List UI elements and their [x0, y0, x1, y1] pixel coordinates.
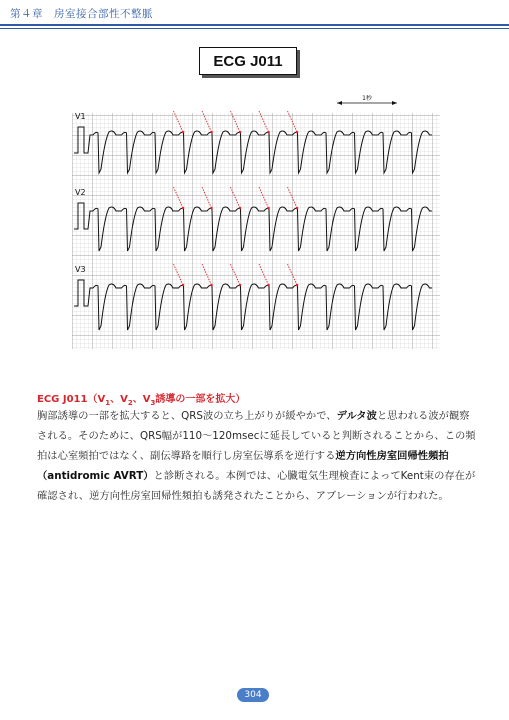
delta-wave-dot: [239, 284, 242, 287]
page-number: 304: [237, 688, 269, 702]
delta-wave-dot: [210, 207, 213, 210]
delta-wave-dot: [239, 131, 242, 134]
lead-label-v3: V3: [75, 265, 86, 274]
ecg-label: ECG J011: [213, 52, 283, 70]
delta-wave-dot: [210, 284, 213, 287]
chapter-header: [0, 0, 509, 30]
delta-wave-dot: [182, 131, 185, 134]
delta-wave-dot: [210, 131, 213, 134]
header-rule: [0, 24, 509, 26]
scale-label: 1秒: [362, 95, 372, 102]
scale-bar: [337, 95, 397, 105]
chapter-title: 第４章 房室接合部性不整脈: [10, 8, 153, 20]
delta-wave-dot: [182, 284, 185, 287]
avrt-term: 逆方向性房室回帰性頻拍（antidromic AVRT）: [37, 450, 449, 482]
lead-label-v1: V1: [75, 112, 86, 121]
delta-wave-dot: [296, 207, 299, 210]
ecg-figure: [72, 95, 444, 349]
lead-label-v2: V2: [75, 188, 86, 197]
delta-wave-dot: [296, 284, 299, 287]
delta-wave-dot: [239, 207, 242, 210]
delta-wave-dot: [182, 207, 185, 210]
ecg-strip: [72, 95, 444, 349]
delta-wave-dot: [296, 131, 299, 134]
delta-wave-dot: [267, 284, 270, 287]
figure-caption: ECG $J011(V_1$、$V_2$、$V_3$誘導の一部を拡大）: [37, 394, 246, 407]
ecg-label-box: [199, 47, 297, 75]
delta-wave-term: デルタ波: [336, 410, 377, 422]
delta-wave-dot: [267, 207, 270, 210]
body-paragraph: 胸部誘導の一部を拡大すると、QRS波の立ち上がりが緩やかで、デルタ波と思われる波が観察される。そのために、QRS幅が110〜120msecに延長していると判断されることから、この頻拍は心室頻拍ではなく、副伝導路を順行し房室伝導系を逆行する逆方向性房室回帰性頻拍（antidromic AVRT）と診断される。本例では、心臓電気生理検査によってKent束の存在が確認され、逆方向性房室回帰性頻拍も誘発されたことから、アブレーションが行われた。: [37, 410, 476, 502]
header-rule-thin: [0, 28, 509, 29]
delta-wave-dot: [267, 131, 270, 134]
